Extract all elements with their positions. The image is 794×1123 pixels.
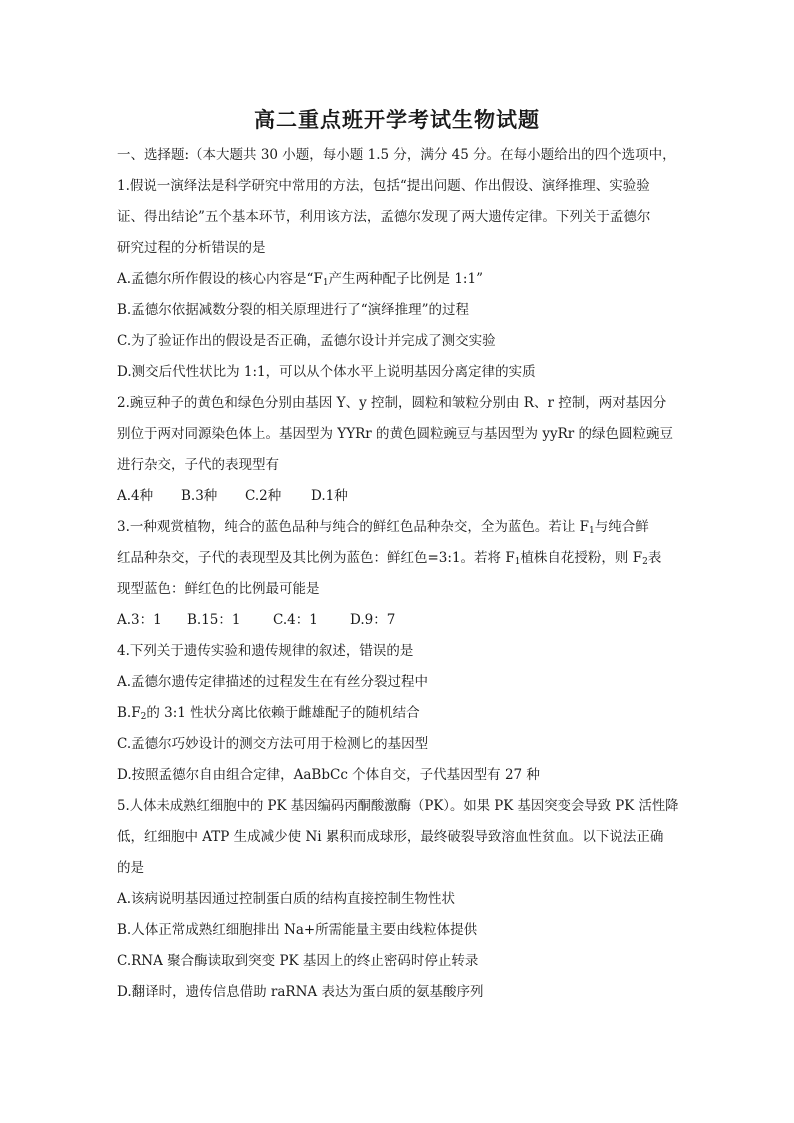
- q1-stem-line-1: 1.假说一演绎法是科学研究中常用的方法，包括“提出问题、作出假设、演绎推理、实验验: [117, 178, 650, 194]
- q2-options: [117, 487, 348, 505]
- q5-option-c: C.RNA 聚合酶读取到突变 PK 基因上的终止密码时停止转录: [117, 953, 479, 969]
- q3-option-d: D.9：7: [350, 612, 396, 628]
- q5-stem-line-3: 的是: [117, 860, 144, 876]
- q3-stem-2-sub2: 2: [642, 557, 648, 567]
- q3-stem-2-pre: 红品种杂交，子代的表现型及其比例为蓝色：鲜红色=3:1。若将 F: [117, 550, 515, 566]
- q2-stem-line-3: 进行杂交，子代的表现型有: [117, 457, 279, 473]
- q2-option-c: C.2种: [245, 488, 282, 504]
- q4-option-d: D.按照孟德尔自由组合定律，AaBbCc 个体自交，子代基因型有 27 种: [117, 767, 540, 783]
- q4-stem: 4.下列关于遗传实验和遗传规律的叙述，错误的是: [117, 643, 414, 659]
- q5-option-a: A.该病说明基因通过控制蛋白质的结构直接控制生物性状: [117, 891, 456, 907]
- q2-option-a: A.4种: [117, 488, 154, 504]
- q4-option-b-post: 的 3:1 性状分离比依赖于雌雄配子的随机结合: [146, 705, 420, 721]
- q3-option-a: A.3：1: [117, 612, 162, 628]
- q2-stem-line-1: 2.豌豆种子的黄色和绿色分别由基因 Y、y 控制，圆粒和皱粒分别由 R、r 控制，两对基因分: [117, 395, 667, 411]
- section-header: 一、选择题:（本大题共 30 小题，每小题 1.5 分，满分 45 分。在每小题给出的四个选项中，: [117, 147, 676, 163]
- q1-option-a-pre: A.孟德尔所作假设的核心内容是“F: [117, 271, 323, 287]
- q3-options: [117, 611, 395, 629]
- q4-option-b-sub: 2: [140, 712, 147, 722]
- q1-option-a: [117, 270, 483, 288]
- q3-stem-line-1: [117, 518, 649, 536]
- q2-stem-line-2: 别位于两对同源染色体上。基因型为 YYRr 的黄色圆粒豌豆与基因型为 yyRr 的绿色圆粒豌豆: [117, 426, 673, 442]
- q3-stem-1-sub: 1: [589, 526, 595, 536]
- q1-option-b: B.孟德尔依据减数分裂的相关原理进行了“演绎推理”的过程: [117, 302, 470, 318]
- q4-option-a: A.孟德尔遗传定律描述的过程发生在有丝分裂过程中: [117, 674, 429, 690]
- q2-option-b: B.3种: [181, 488, 218, 504]
- q3-stem-1-post: 与纯合鲜: [594, 519, 649, 535]
- q3-stem-line-2: [117, 549, 661, 567]
- q5-option-d: D.翻译时，遗传信息借助 raRNA 表达为蛋白质的氨基酸序列: [117, 984, 484, 1000]
- q4-option-c: C.孟德尔巧妙设计的测交方法可用于检测匕的基因型: [117, 736, 429, 752]
- q4-option-b: [117, 704, 420, 722]
- q5-option-b: B.人体正常成熟红细胞排出 Na+所需能量主要由线粒体提供: [117, 922, 478, 938]
- q5-stem-line-2: 低，红细胞中 ATP 生成减少使 Ni 累积而成球形，最终破裂导致溶血性贫血。以下说法正确: [117, 829, 664, 845]
- q3-stem-2-sub1: 1: [514, 557, 521, 567]
- q4-option-b-pre: B.F: [117, 705, 141, 721]
- q3-option-b: B.15：1: [187, 612, 241, 628]
- q3-stem-2-mid: 植株自花授粉，则 F: [520, 550, 643, 566]
- q5-stem-line-1: 5.人体未成熟红细胞中的 PK 基因编码丙酮酸激酶（PK）。如果 PK 基因突变会导致 PK 活性降: [117, 798, 679, 814]
- q1-option-d: D.测交后代性状比为 1:1，可以从个体水平上说明基因分离定律的实质: [117, 364, 536, 380]
- q1-option-c: C.为了验证作出的假设是否正确，孟德尔设计并完成了测交实验: [117, 333, 496, 349]
- q1-stem-line-3: 研究过程的分析错误的是: [117, 240, 266, 256]
- q3-option-c: C.4：1: [273, 612, 318, 628]
- q3-stem-line-3: 现型蓝色：鲜红色的比例最可能是: [117, 581, 320, 597]
- q1-stem-line-2: 证、得出结论”五个基本环节，利用该方法，孟德尔发现了两大遗传定律。下列关于孟德尔: [117, 209, 651, 225]
- q3-stem-2-post: 表: [647, 550, 662, 566]
- q1-option-a-post: 产生两种配子比例是 1:1”: [328, 271, 483, 287]
- q2-option-d: D.1种: [311, 488, 348, 504]
- q1-option-a-sub: 1: [322, 278, 329, 288]
- q3-stem-1-pre: 3.一种观赏植物，纯合的蓝色品种与纯合的鲜红色品种杂交，全为蓝色。若让 F: [117, 519, 590, 535]
- page-title: 高二重点班开学考试生物试题: [254, 107, 540, 132]
